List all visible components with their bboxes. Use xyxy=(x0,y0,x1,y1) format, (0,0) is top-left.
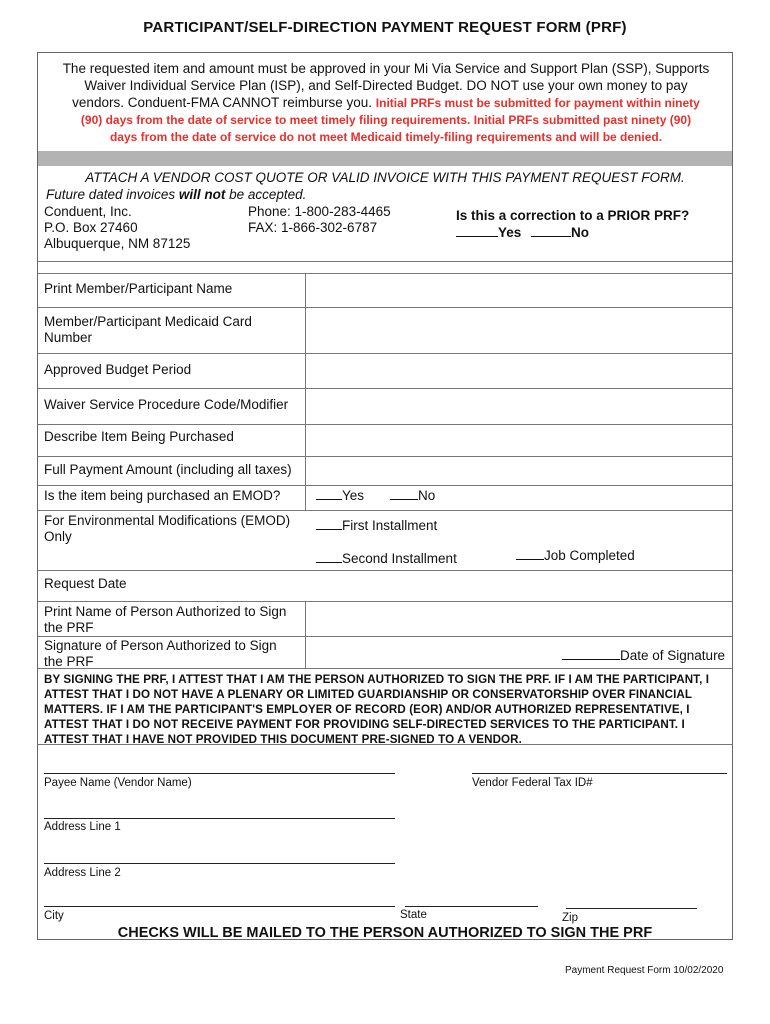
emod-only-label: For Environmental Modifications (EMOD) Only xyxy=(44,513,291,544)
city-state-zip: Albuquerque, NM 87125 xyxy=(44,236,191,251)
tax-id-label: Vendor Federal Tax ID# xyxy=(472,777,593,789)
procedure-code-label: Waiver Service Procedure Code/Modifier xyxy=(44,397,289,412)
state-label: State xyxy=(400,909,427,921)
attestation-text: BY SIGNING THE PRF, I ATTEST THAT I AM THE PERSON AUTHORIZED TO SIGN THE PRF. IF I AM THE PARTICIPANT, I ATTEST THAT I DO NOT HAVE A PLENARY OR LIMITED GUARDIANSHIP OR CONSERVATORSHIP OVER FINANCIAL MATTERS. IF I AM THE PARTICIPANT'S EMPLOYER OF RECORD (EOR) AND/OR AUTHORIZED REPRESENTATIVE, I ATTEST THAT I DO NOT RECEIVE PAYMENT FOR PROVIDING SELF-DIRECTED SERVICES TO THE PARTICIPANT. I ATTEST THAT I HAVE NOT PROVIDED THIS DOCUMENT PRE-SIGNED TO A VENDOR. xyxy=(44,673,710,746)
address1-label: Address Line 1 xyxy=(44,821,121,833)
budget-period-field[interactable] xyxy=(306,354,732,388)
full-payment-field[interactable] xyxy=(306,457,732,485)
intro-line-2: Waiver Individual Service Plan (ISP), and Self-Directed Budget. DO NOT use your own money to pay xyxy=(84,78,688,93)
emod-yes-blank[interactable] xyxy=(316,488,342,500)
rule xyxy=(38,261,732,262)
zip-label: Zip xyxy=(562,912,578,924)
zip-line[interactable] xyxy=(566,908,697,909)
address1-line[interactable] xyxy=(44,818,395,819)
member-name-field[interactable] xyxy=(306,274,732,307)
filing-warning-middle: (90) days from the date of service to meet timely filing requirements. Initial PRFs submitted past ninety (90) xyxy=(80,113,692,127)
request-date-field[interactable] xyxy=(306,571,732,601)
describe-item-label: Describe Item Being Purchased xyxy=(44,429,234,444)
print-auth-name-label: Print Name of Person Authorized to Sign the PRF xyxy=(44,604,287,635)
attach-notice: ATTACH A VENDOR COST QUOTE OR VALID INVOICE WITH THIS PAYMENT REQUEST FORM. xyxy=(85,170,685,185)
job-completed-blank[interactable] xyxy=(516,548,544,560)
emod-no-option[interactable] xyxy=(390,488,435,503)
intro-line-3 xyxy=(46,94,726,112)
first-installment-label: First Installment xyxy=(342,518,438,533)
state-line[interactable] xyxy=(405,906,538,907)
date-of-signature-label: Date of Signature xyxy=(620,648,726,663)
budget-period-label: Approved Budget Period xyxy=(44,362,192,377)
describe-item-field[interactable] xyxy=(306,425,732,456)
rule xyxy=(38,485,732,486)
payee-name-label: Payee Name (Vendor Name) xyxy=(44,777,192,789)
date-of-signature-blank[interactable] xyxy=(562,648,620,660)
filing-warning-end: days from the date of service do not meet Medicaid timely-filing requirements and will be denied. xyxy=(109,130,663,144)
form-version-footer: Payment Request Form 10/02/2020 xyxy=(565,965,724,976)
checks-mailed-notice: CHECKS WILL BE MAILED TO THE PERSON AUTHORIZED TO SIGN THE PRF xyxy=(117,925,653,941)
intro-line-3-text: vendors. Conduent-FMA CANNOT reimburse you. xyxy=(72,95,376,110)
signature-field[interactable] xyxy=(306,637,556,668)
procedure-code-field[interactable] xyxy=(306,389,732,424)
signature-auth-label: Signature of Person Authorized to Sign the PRF xyxy=(44,638,277,669)
future-note-post: be accepted. xyxy=(225,187,307,202)
medicaid-card-field[interactable] xyxy=(306,308,732,353)
tax-id-line[interactable] xyxy=(472,773,727,774)
first-installment-blank[interactable] xyxy=(316,518,342,530)
payee-name-line[interactable] xyxy=(44,773,395,774)
correction-yes-blank[interactable] xyxy=(456,225,498,237)
intro-paragraph xyxy=(46,60,726,146)
first-installment-option[interactable] xyxy=(316,518,437,533)
city-line[interactable] xyxy=(44,906,395,907)
job-completed-option[interactable] xyxy=(516,548,635,563)
correction-yes-label: Yes xyxy=(498,225,522,240)
correction-no-blank[interactable] xyxy=(531,225,571,237)
form-title: PARTICIPANT/SELF-DIRECTION PAYMENT REQUEST FORM (PRF) xyxy=(143,19,627,36)
rule xyxy=(38,510,732,511)
request-date-label: Request Date xyxy=(44,576,127,591)
print-auth-name-field[interactable] xyxy=(306,602,732,636)
company-name: Conduent, Inc. xyxy=(44,204,132,219)
correction-label: Is this a correction to a PRIOR PRF? xyxy=(456,208,690,223)
phone-number: Phone: 1-800-283-4465 xyxy=(248,204,391,219)
future-invoice-note xyxy=(46,187,306,202)
second-installment-blank[interactable] xyxy=(316,551,342,563)
date-of-signature[interactable] xyxy=(562,648,725,663)
full-payment-label: Full Payment Amount (including all taxes) xyxy=(44,462,292,477)
city-label: City xyxy=(44,910,64,922)
intro-line-1: The requested item and amount must be approved in your Mi Via Service and Support Plan (SSP), Supports xyxy=(62,61,710,76)
emod-no-label: No xyxy=(418,488,436,503)
address2-label: Address Line 2 xyxy=(44,867,121,879)
fax-number: FAX: 1-866-302-6787 xyxy=(248,220,378,235)
emod-yes-option[interactable] xyxy=(316,488,364,503)
second-installment-label: Second Installment xyxy=(342,551,457,566)
filing-warning-start: Initial PRFs must be submitted for payment within ninety xyxy=(375,96,700,110)
future-note-pre: Future dated invoices xyxy=(46,187,179,202)
medicaid-card-label: Member/Participant Medicaid Card Number xyxy=(44,314,252,345)
second-installment-option[interactable] xyxy=(316,551,457,566)
correction-question xyxy=(456,207,721,241)
member-name-label: Print Member/Participant Name xyxy=(44,281,233,296)
emod-no-blank[interactable] xyxy=(390,488,418,500)
address2-line[interactable] xyxy=(44,863,395,864)
po-box: P.O. Box 27460 xyxy=(44,220,138,235)
job-completed-label: Job Completed xyxy=(544,548,635,563)
emod-question-label: Is the item being purchased an EMOD? xyxy=(44,488,281,503)
correction-no-label: No xyxy=(571,225,590,240)
emod-yes-label: Yes xyxy=(342,488,365,503)
section-divider xyxy=(38,151,732,166)
correction-options xyxy=(456,224,721,241)
future-note-bold: will not xyxy=(178,187,226,202)
